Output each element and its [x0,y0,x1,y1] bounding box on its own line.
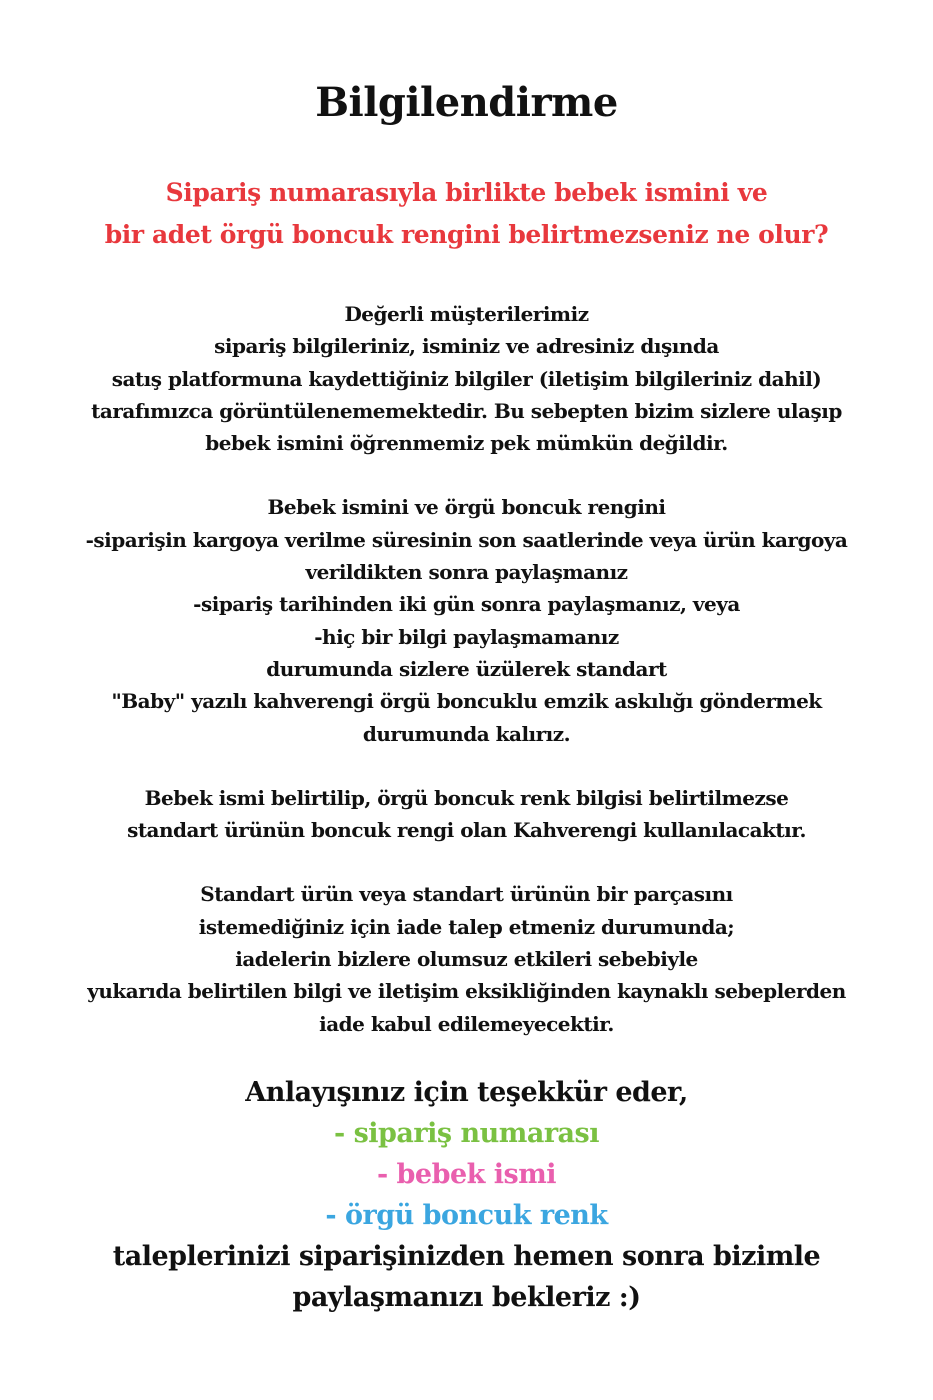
paragraph-line: Bebek ismi belirtilip, örgü boncuk renk bilgisi belirtilmezse [144,785,789,810]
paragraph-line: tarafımızca görüntülenememektedir. Bu sebepten bizim sizlere ulaşıp [91,398,842,423]
paragraph-line: -hiç bir bilgi paylaşmamanız [314,624,619,649]
paragraph-line: standart ürünün boncuk rengi olan Kahverengi kullanılacaktır. [127,818,806,843]
paragraph-line: satış platformuna kaydettiğiniz bilgiler (iletişim bilgileriniz dahil) [111,366,822,391]
paragraph-line: iadelerin bizlere olumsuz etkileri sebebiyle [235,947,698,972]
paragraph-line: Standart ürün veya standart ürünün bir parçasını [200,882,733,907]
paragraph-line: Değerli müşterilerimiz [344,302,589,326]
paragraph-line: durumunda sizlere üzülerek standart [266,656,667,681]
paragraph-line: bebek ismini öğrenmemiz pek mümkün değildir. [205,431,728,456]
request-item-bead-color: - örgü boncuk renk [325,1199,608,1231]
question-line: Sipariş numarasıyla birlikte bebek ismini ve [165,178,768,207]
question-line: bir adet örgü boncuk rengini belirtmezseniz ne olur? [104,220,829,249]
paragraph-line: istemediğiniz için iade talep etmeniz durumunda; [198,914,735,939]
paragraph-line: verildikten sonra paylaşmanız [305,560,628,585]
paragraph-line: -sipariş tarihinden iki gün sonra paylaşmanız, veya [193,592,740,617]
thanks-line: Anlayışınız için teşekkür eder, [245,1076,688,1108]
paragraph-line: "Baby" yazılı kahverengi örgü boncuklu emzik askılığı göndermek [111,689,822,714]
bead-color-paragraph [22,782,912,847]
closing-section [27,1072,907,1318]
paragraph-line: yukarıda belirtilen bilgi ve iletişim eksikliğinden kaynaklı sebeplerden [87,979,846,1004]
closing-line: paylaşmanızı bekleriz :) [292,1281,641,1313]
paragraph-line: -siparişin kargoya verilme süresinin son saatlerinde veya ürün kargoya [85,527,848,552]
paragraph-line: Bebek ismini ve örgü boncuk rengini [267,495,666,520]
paragraph-line: durumunda kalırız. [362,721,571,746]
return-policy-paragraph [22,878,912,1039]
request-item-baby-name: - bebek ismi [376,1158,557,1190]
paragraph-line: iade kabul edilemeyecektir. [319,1011,614,1036]
privacy-paragraph [22,298,912,459]
paragraph-line: sipariş bilgileriniz, isminiz ve adresiniz dışında [214,334,719,359]
closing-line: taleplerinizi siparişinizden hemen sonra bizimle [112,1240,821,1272]
question-heading [37,172,897,256]
page-title: Bilgilendirme [315,79,618,126]
request-item-order-number: - sipariş numarası [333,1117,600,1149]
standard-product-paragraph [22,491,912,749]
